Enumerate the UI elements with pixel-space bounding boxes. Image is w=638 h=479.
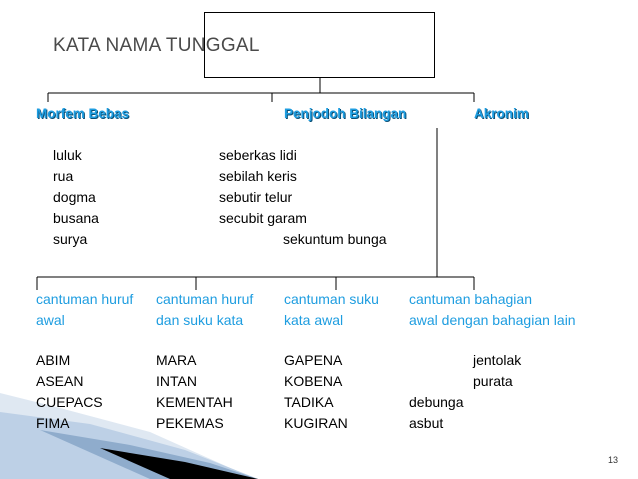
akronim-type-label: cantuman huruf (36, 291, 134, 307)
penjodoh-example: secubit garam (219, 210, 307, 226)
akronim-type-label: dan suku kata (156, 312, 244, 328)
akronim-example: KEMENTAH (156, 394, 233, 410)
page-number: 13 (608, 455, 619, 465)
akronim-type-label: awal (36, 312, 65, 328)
akronim-example: KOBENA (284, 373, 343, 389)
category-morfem-bebas: Morfem Bebas (36, 106, 130, 121)
title-box (204, 12, 435, 78)
akronim-example: debunga (409, 394, 464, 410)
akronim-example: TADIKA (284, 394, 334, 410)
penjodoh-example: seberkas lidi (219, 147, 297, 163)
morfem-example: surya (53, 231, 88, 247)
morfem-example: luluk (53, 147, 82, 163)
morfem-example: busana (53, 210, 99, 226)
akronim-example: asbut (409, 415, 444, 431)
akronim-type-label: cantuman huruf (156, 291, 254, 307)
akronim-type-label: cantuman suku (284, 291, 379, 307)
category-penjodoh-bilangan: Penjodoh Bilangan (284, 106, 407, 121)
akronim-type-label: cantuman bahagian (409, 291, 532, 307)
morfem-example: rua (53, 168, 74, 184)
penjodoh-example: sekuntum bunga (283, 231, 387, 247)
morfem-example: dogma (53, 189, 96, 205)
akronim-example: PEKEMAS (156, 415, 224, 431)
penjodoh-example: sebilah keris (219, 168, 297, 184)
akronim-example: ASEAN (36, 373, 84, 389)
akronim-example: MARA (156, 352, 197, 368)
page-title: KATA NAMA TUNGGAL (53, 35, 260, 56)
akronim-example: GAPENA (284, 352, 343, 368)
akronim-type-label: awal dengan bahagian lain (409, 312, 576, 328)
akronim-example: ABIM (36, 352, 71, 368)
akronim-example: CUEPACS (36, 394, 103, 410)
akronim-example: purata (473, 373, 513, 389)
category-akronim: Akronim (474, 106, 529, 121)
akronim-example: KUGIRAN (284, 415, 348, 431)
akronim-example: INTAN (156, 373, 197, 389)
akronim-type-label: kata awal (284, 312, 344, 328)
penjodoh-example: sebutir telur (219, 189, 293, 205)
akronim-example: jentolak (473, 352, 522, 368)
akronim-example: FIMA (36, 415, 70, 431)
